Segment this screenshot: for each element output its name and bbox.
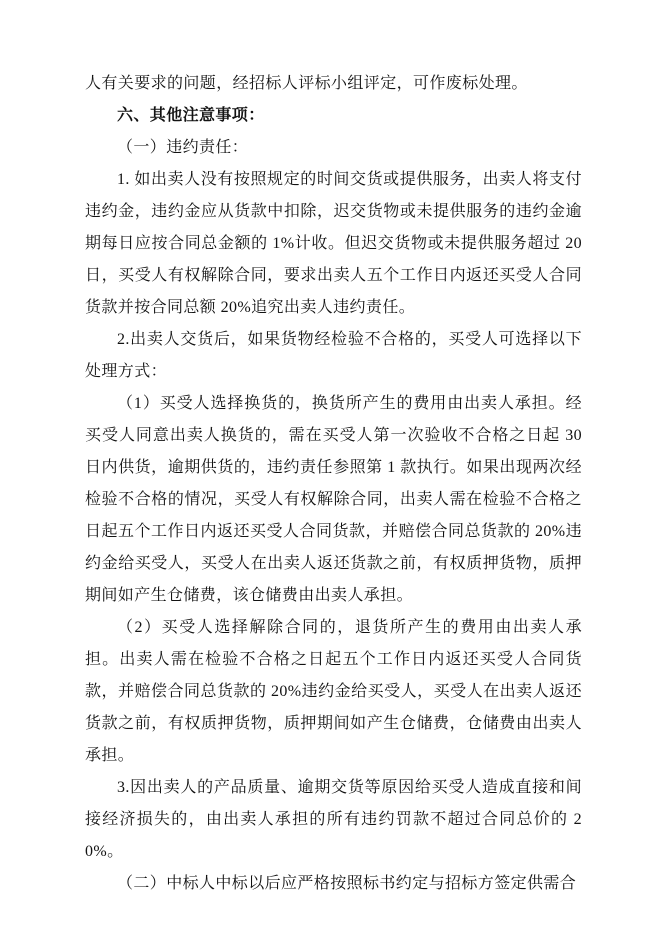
subheading-breach-liability: （一）违约责任： xyxy=(117,139,249,156)
clause-2-inspection-failure: 2.出卖人交货后，如果货物经检验不合格的，买受人可选择以下处理方式： xyxy=(85,331,582,380)
clause-2-item-2-termination: （2）买受人选择解除合同的，退货所产生的费用由出卖人承担。出卖人需在检验不合格之日起五个工作日内返还买受人合同货款，并赔偿合同总货款的 20%违约金给买受人，买受人在出卖人返还货款之前，有权质押货物，质押期间如产生仓储费，仓储费由出卖人承担。 xyxy=(85,619,582,764)
clause-2-item-1-replacement: （1）买受人选择换货的，换货所产生的费用由出卖人承担。经买受人同意出卖人换货的，需在买受人第一次验收不合格之日起 30 日内供货，逾期供货的，违约责任参照第 1 款执行。如果出现两次经检验不合格的情况，买受人有权解除合同，出卖人需在检验不合格之日起五个工作日内返还买受人合同货款，并赔偿合同总货款的 20%违约金给买受人，买受人在出卖人返还货款之前，有权质押货物，质押期间如产生仓储费，该仓储费由出卖人承担。 xyxy=(85,395,582,604)
subheading-2-contract-signing: （二）中标人中标以后应严格按照标书约定与招标方签定供需合 xyxy=(117,875,577,892)
clause-1-late-delivery: 1. 如出卖人没有按照规定的时间交货或提供服务，出卖人将支付违约金，违约金应从货款中扣除，迟交货物或未提供服务的违约金逾期每日应按合同总金额的 1%计收。但迟交货物或未提供服务超过 20 日，买受人有权解除合同，要求出卖人五个工作日内返还买受人合同货款并按合同总额 20%追究出卖人违约责任。 xyxy=(85,171,582,316)
heading-other-notes: 六、其他注意事项： xyxy=(117,107,265,124)
clause-3-penalty-cap: 3.因出卖人的产品质量、逾期交货等原因给买受人造成直接和间接经济损失的，由出卖人承担的所有违约罚款不超过合同总价的 20%。 xyxy=(85,779,582,860)
paragraph-carryover: 人有关要求的问题，经招标人评标小组评定，可作废标处理。 xyxy=(85,75,528,92)
